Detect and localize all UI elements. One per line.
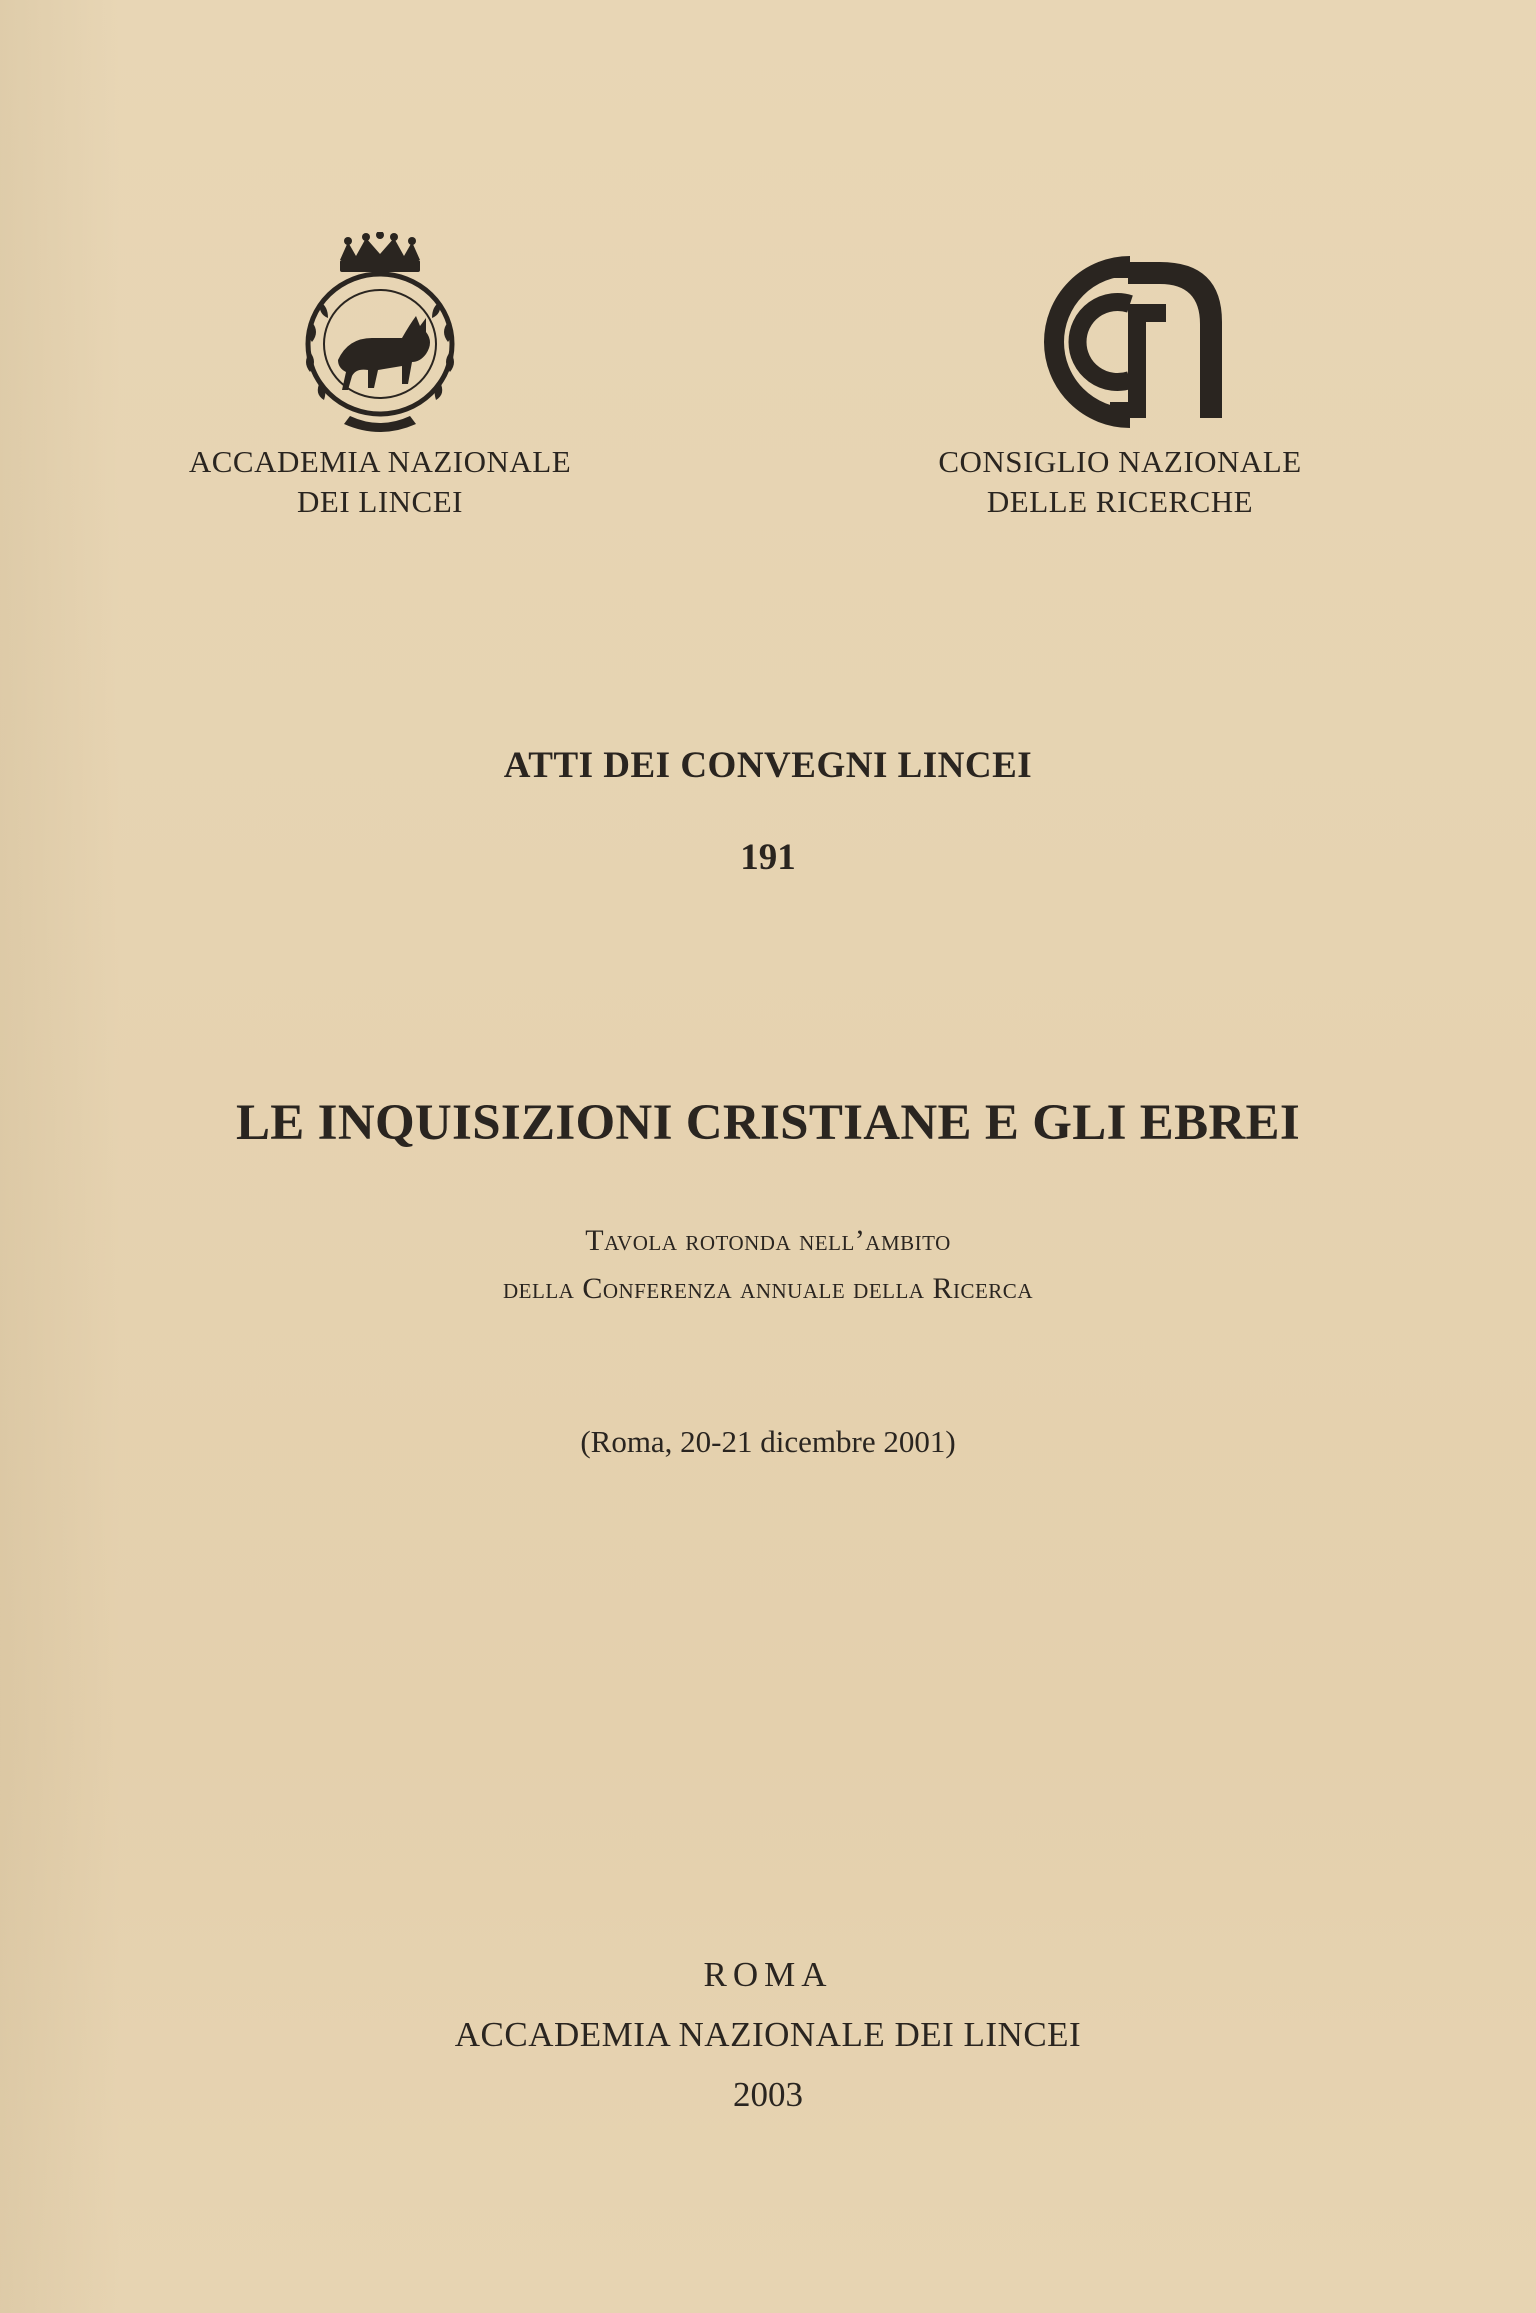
event-date: (Roma, 20-21 dicembre 2001) xyxy=(580,1424,956,1459)
accademia-lincei-crest-icon xyxy=(290,232,470,432)
book-title: LE INQUISIZIONI CRISTIANE E GLI EBREI xyxy=(235,1095,1301,1151)
left-institution-name-line1: ACCADEMIA NAZIONALE xyxy=(188,444,572,479)
publisher-city: ROMA xyxy=(703,1955,833,1994)
publisher-name: ACCADEMIA NAZIONALE DEI LINCEI xyxy=(454,2015,1082,2054)
series-title: ATTI DEI CONVEGNI LINCEI xyxy=(503,745,1033,786)
accademia-lincei-logo-block xyxy=(160,232,600,522)
left-institution-name-line2: DEI LINCEI xyxy=(297,484,463,519)
series-number: 191 xyxy=(740,837,796,878)
book-subtitle-line2: della Conferenza annuale della Ricerca xyxy=(503,1272,1033,1305)
right-institution-name-line2: DELLE RICERCHE xyxy=(986,484,1254,519)
cnr-logo-icon xyxy=(1010,252,1230,432)
right-institution-name-line1: CONSIGLIO NAZIONALE xyxy=(938,444,1302,479)
publication-year: 2003 xyxy=(733,2075,803,2114)
cnr-logo-block xyxy=(900,252,1340,522)
book-subtitle-line1: Tavola rotonda nell’ambito xyxy=(585,1224,951,1257)
